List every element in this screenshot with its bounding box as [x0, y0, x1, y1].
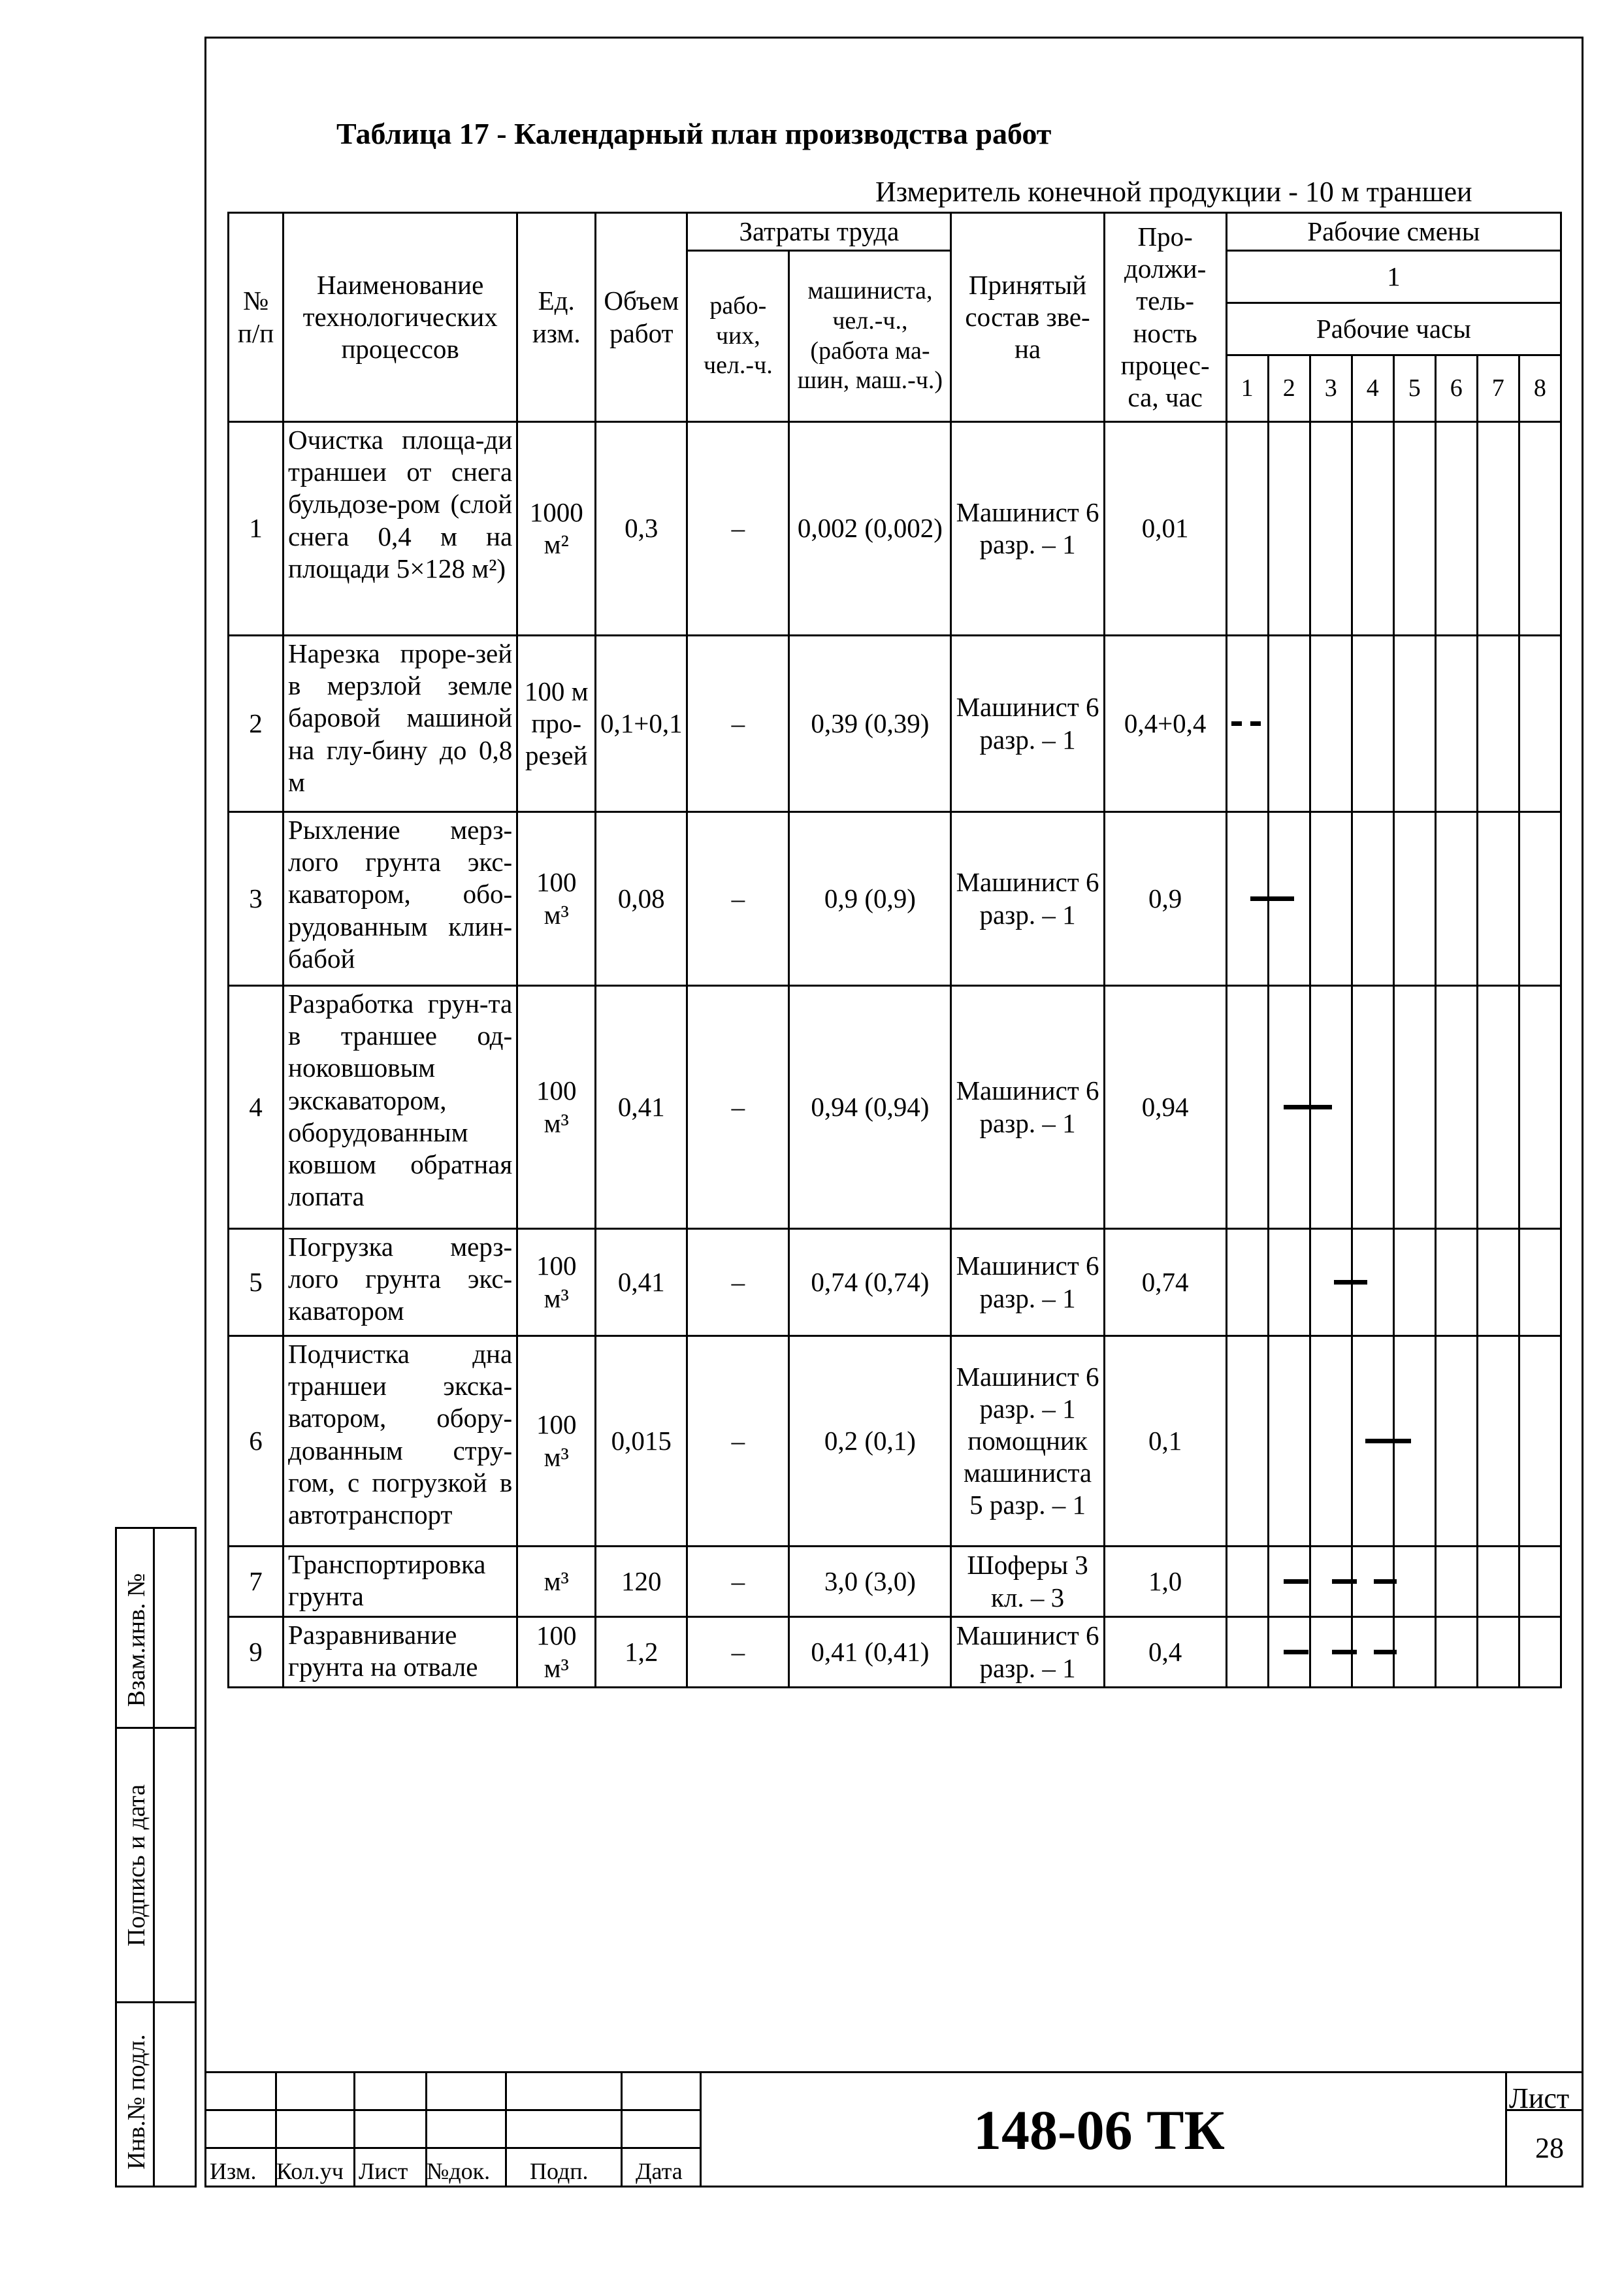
table-row — [229, 636, 1561, 812]
cell-crew: Машинист 6 разр. – 1 — [951, 1229, 1104, 1336]
table-row — [229, 1336, 1561, 1547]
hour-cell — [1268, 1229, 1310, 1336]
hour-cell — [1268, 812, 1310, 986]
table-row — [229, 1547, 1561, 1617]
hour-cell — [1310, 1617, 1352, 1688]
cell-workers: – — [687, 1336, 789, 1547]
hour-cell — [1226, 636, 1268, 812]
cell-workers: – — [687, 1617, 789, 1688]
cell-name: Нарезка проре-зей в мерзлой земле баровой машиной на глу-бину до 0,8 м — [284, 636, 517, 812]
hour-cell — [1477, 1617, 1519, 1688]
cell-num: 4 — [229, 986, 284, 1229]
cell-volume: 120 — [596, 1547, 687, 1617]
cell-volume: 0,1+0,1 — [596, 636, 687, 812]
cell-duration: 0,4+0,4 — [1104, 636, 1226, 812]
side-stamp-label: Взам.инв. № — [123, 1573, 150, 1707]
cell-workers: – — [687, 422, 789, 636]
header-num: № п/п — [229, 213, 284, 422]
hour-cell — [1477, 1336, 1519, 1547]
header-hour: 7 — [1477, 355, 1519, 422]
hour-cell — [1268, 1336, 1310, 1547]
title-block-col: Подп. — [530, 2158, 589, 2184]
cell-workers: – — [687, 812, 789, 986]
hour-cell — [1477, 986, 1519, 1229]
header-hour: 6 — [1435, 355, 1477, 422]
cell-machinist: 0,39 (0,39) — [789, 636, 951, 812]
hour-cell — [1268, 1617, 1310, 1688]
cell-crew: Машинист 6 разр. – 1 — [951, 636, 1104, 812]
hour-cell — [1519, 1229, 1561, 1336]
hour-cell — [1310, 1229, 1352, 1336]
cell-name: Транспортировка грунта — [284, 1547, 517, 1617]
header-hours: Рабочие часы — [1226, 303, 1561, 355]
hour-cell — [1393, 1229, 1435, 1336]
hour-cell — [1268, 1547, 1310, 1617]
side-stamp-label: Инв.№ подл. — [123, 2034, 150, 2170]
hour-cell — [1352, 422, 1393, 636]
header-machinist: машиниста, чел.-ч., (работа ма-шин, маш.-ч.) — [789, 251, 951, 422]
hour-cell — [1435, 812, 1477, 986]
table-row — [229, 986, 1561, 1229]
hour-cell — [1519, 986, 1561, 1229]
hour-cell — [1310, 1547, 1352, 1617]
hour-cell — [1310, 812, 1352, 986]
header-name: Наименование технологических процессов — [284, 213, 517, 422]
cell-crew: Машинист 6 разр. – 1 — [951, 1617, 1104, 1688]
document-code: 148-06 ТК — [973, 2099, 1225, 2161]
cell-duration: 0,9 — [1104, 812, 1226, 986]
hour-cell — [1352, 1336, 1393, 1547]
cell-crew: Машинист 6 разр. – 1 — [951, 812, 1104, 986]
cell-machinist: 0,41 (0,41) — [789, 1617, 951, 1688]
title-block-col: Изм. — [210, 2158, 257, 2184]
cell-unit: 100 м³ — [517, 812, 596, 986]
sheet-label: Лист — [1509, 2082, 1570, 2114]
cell-volume: 0,41 — [596, 1229, 687, 1336]
cell-unit: 100 м про-резей — [517, 636, 596, 812]
hour-cell — [1477, 812, 1519, 986]
cell-unit: 100 м³ — [517, 986, 596, 1229]
hour-cell — [1310, 1336, 1352, 1547]
cell-machinist: 3,0 (3,0) — [789, 1547, 951, 1617]
hour-cell — [1352, 1617, 1393, 1688]
hour-cell — [1435, 422, 1477, 636]
cell-machinist: 0,9 (0,9) — [789, 812, 951, 986]
hour-cell — [1352, 812, 1393, 986]
cell-name: Подчистка дна траншеи экска-ватором, обору-дованным стру-гом, с погрузкой в автотранспорт — [284, 1336, 517, 1547]
hour-cell — [1477, 422, 1519, 636]
hour-cell — [1435, 1229, 1477, 1336]
header-unit: Ед. изм. — [517, 213, 596, 422]
header-hour: 1 — [1226, 355, 1268, 422]
cell-workers: – — [687, 1229, 789, 1336]
cell-num: 1 — [229, 422, 284, 636]
cell-machinist: 0,002 (0,002) — [789, 422, 951, 636]
side-stamp-label: Подпись и дата — [123, 1784, 150, 1947]
hour-cell — [1352, 636, 1393, 812]
cell-num: 9 — [229, 1617, 284, 1688]
hour-cell — [1393, 812, 1435, 986]
cell-workers: – — [687, 1547, 789, 1617]
header-duration: Про-должи-тель-ность процес-са, час — [1104, 213, 1226, 422]
hour-cell — [1310, 986, 1352, 1229]
hour-cell — [1393, 636, 1435, 812]
header-hour: 5 — [1393, 355, 1435, 422]
cell-name: Разработка грун-та в траншее од-ноковшовым экскаватором, оборудованным ковшом обратная лопата — [284, 986, 517, 1229]
cell-num: 2 — [229, 636, 284, 812]
cell-volume: 1,2 — [596, 1617, 687, 1688]
cell-volume: 0,41 — [596, 986, 687, 1229]
cell-name: Рыхление мерз-лого грунта экс-каватором, обо-рудованным клин-бабой — [284, 812, 517, 986]
side-stamp — [115, 1527, 197, 2187]
hour-cell — [1393, 1547, 1435, 1617]
hour-cell — [1393, 422, 1435, 636]
hour-cell — [1226, 1547, 1268, 1617]
header-crew: Принятый состав зве-на — [951, 213, 1104, 422]
hour-cell — [1226, 1229, 1268, 1336]
hour-cell — [1519, 422, 1561, 636]
hour-cell — [1393, 1336, 1435, 1547]
hour-cell — [1519, 1617, 1561, 1688]
schedule-bar — [1231, 636, 1242, 811]
cell-num: 6 — [229, 1336, 284, 1547]
cell-name: Разравнивание грунта на отвале — [284, 1617, 517, 1688]
hour-cell — [1477, 1229, 1519, 1336]
title-block-col: №док. — [427, 2158, 491, 2184]
table-row — [229, 1617, 1561, 1688]
cell-duration: 0,1 — [1104, 1336, 1226, 1547]
cell-duration: 0,74 — [1104, 1229, 1226, 1336]
cell-workers: – — [687, 636, 789, 812]
hour-cell — [1310, 422, 1352, 636]
measurement-unit-note: Измеритель конечной продукции - 10 м траншеи — [875, 176, 1472, 208]
hour-cell — [1435, 636, 1477, 812]
header-hour: 3 — [1310, 355, 1352, 422]
hour-cell — [1352, 1547, 1393, 1617]
table-row — [229, 812, 1561, 986]
header-labor: Затраты труда — [687, 213, 951, 251]
header-shift-number: 1 — [1226, 251, 1561, 303]
hour-cell — [1352, 1229, 1393, 1336]
cell-crew: Машинист 6 разр. – 1 — [951, 986, 1104, 1229]
hour-cell — [1477, 1547, 1519, 1617]
cell-num: 3 — [229, 812, 284, 986]
sheet-number: 28 — [1535, 2132, 1564, 2164]
cell-volume: 0,015 — [596, 1336, 687, 1547]
cell-duration: 0,4 — [1104, 1617, 1226, 1688]
table-title: Таблица 17 - Календарный план производства работ — [336, 117, 1052, 150]
table-row — [229, 422, 1561, 636]
header-volume: Объем работ — [596, 213, 687, 422]
cell-machinist: 0,94 (0,94) — [789, 986, 951, 1229]
hour-cell — [1519, 1547, 1561, 1617]
cell-num: 5 — [229, 1229, 284, 1336]
hour-cell — [1268, 636, 1310, 812]
cell-duration: 0,94 — [1104, 986, 1226, 1229]
hour-cell — [1393, 986, 1435, 1229]
hour-cell — [1435, 986, 1477, 1229]
title-block-col: Кол.уч — [276, 2158, 344, 2184]
cell-unit: 100 м³ — [517, 1229, 596, 1336]
hour-cell — [1268, 986, 1310, 1229]
hour-cell — [1435, 1617, 1477, 1688]
hour-cell — [1477, 636, 1519, 812]
cell-unit: 100 м³ — [517, 1336, 596, 1547]
cell-crew: Машинист 6 разр. – 1 помощник машиниста 5 разр. – 1 — [951, 1336, 1104, 1547]
hour-cell — [1226, 1336, 1268, 1547]
cell-name: Очистка площа-ди траншеи от снега бульдозе-ром (слой снега 0,4 м на площади 5×128 м²) — [284, 422, 517, 636]
title-block-col: Дата — [636, 2158, 683, 2184]
hour-cell — [1268, 422, 1310, 636]
hour-cell — [1226, 1617, 1268, 1688]
header-hour: 8 — [1519, 355, 1561, 422]
work-schedule-table — [227, 212, 1562, 1688]
cell-crew: Шоферы 3 кл. – 3 — [951, 1547, 1104, 1617]
header-hour: 4 — [1352, 355, 1393, 422]
hour-cell — [1519, 1336, 1561, 1547]
hour-cell — [1435, 1547, 1477, 1617]
hour-cell — [1226, 986, 1268, 1229]
cell-unit: 100 м³ — [517, 1617, 596, 1688]
title-block — [204, 2071, 1583, 2187]
cell-workers: – — [687, 986, 789, 1229]
hour-cell — [1352, 986, 1393, 1229]
hour-cell — [1393, 1617, 1435, 1688]
schedule-bar — [1250, 636, 1261, 811]
cell-crew: Машинист 6 разр. – 1 — [951, 422, 1104, 636]
cell-name: Погрузка мерз-лого грунта экс-каватором — [284, 1229, 517, 1336]
cell-volume: 0,3 — [596, 422, 687, 636]
hour-cell — [1310, 636, 1352, 812]
cell-duration: 1,0 — [1104, 1547, 1226, 1617]
hour-cell — [1226, 812, 1268, 986]
hour-cell — [1226, 422, 1268, 636]
cell-num: 7 — [229, 1547, 284, 1617]
cell-machinist: 0,2 (0,1) — [789, 1336, 951, 1547]
header-workers: рабо-чих, чел.-ч. — [687, 251, 789, 422]
title-block-col: Лист — [359, 2158, 408, 2184]
table-row — [229, 1229, 1561, 1336]
cell-unit: м³ — [517, 1547, 596, 1617]
header-hour: 2 — [1268, 355, 1310, 422]
cell-machinist: 0,74 (0,74) — [789, 1229, 951, 1336]
hour-cell — [1519, 636, 1561, 812]
cell-duration: 0,01 — [1104, 422, 1226, 636]
cell-volume: 0,08 — [596, 812, 687, 986]
header-shifts: Рабочие смены — [1226, 213, 1561, 251]
hour-cell — [1519, 812, 1561, 986]
cell-unit: 1000 м² — [517, 422, 596, 636]
hour-cell — [1435, 1336, 1477, 1547]
